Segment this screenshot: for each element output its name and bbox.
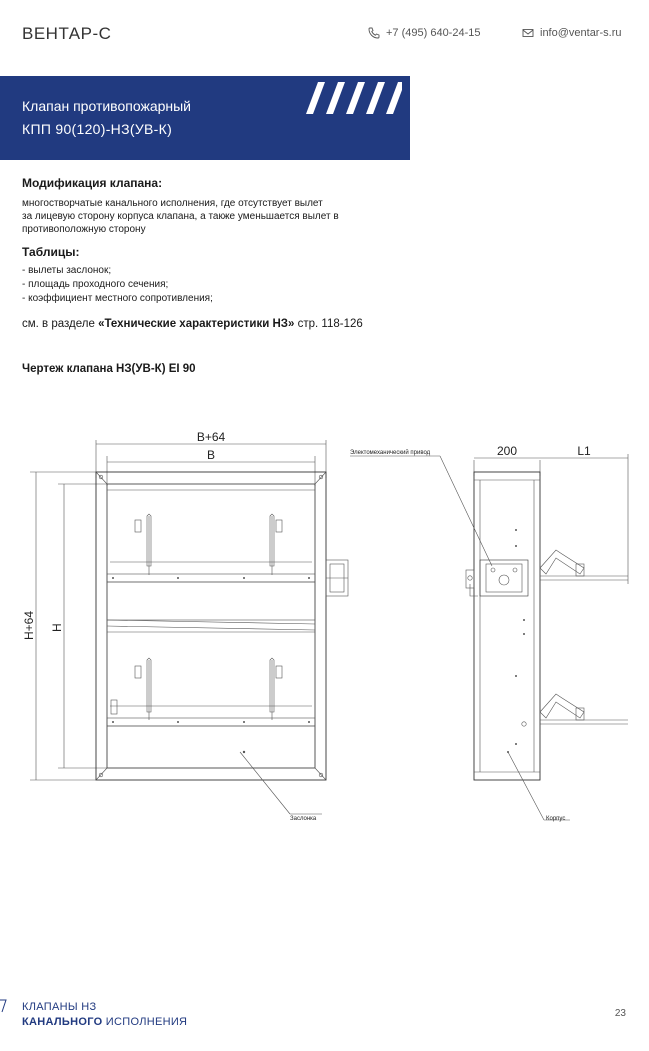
modification-heading: Модификация клапана:	[22, 176, 163, 190]
phone-icon	[368, 27, 380, 39]
footer-section-title	[22, 1000, 187, 1030]
modification-text	[22, 197, 422, 236]
modification-text-line: многостворчатые канального исполнения, где отсутствует вылет	[22, 198, 323, 209]
dim-height-outer: H+64	[22, 610, 36, 640]
reference-prefix: см. в разделе	[22, 318, 99, 330]
phone-number[interactable]: +7 (495) 640-24-15	[386, 27, 481, 39]
mail-icon	[522, 27, 534, 39]
page-number: 23	[614, 1008, 626, 1019]
reference-text	[22, 318, 363, 330]
list-item: - коэффициент местного сопротивления;	[22, 293, 213, 304]
brand-name: ВЕНТАР-С	[22, 24, 112, 43]
footer-line2	[22, 1015, 187, 1030]
footer-stripe-icon	[0, 998, 10, 1014]
tables-list	[22, 264, 213, 306]
dim-height-inner: H	[50, 623, 64, 632]
dim-width-inner: B	[206, 448, 216, 462]
modification-text-line: за лицевую сторону корпуса клапана, а также уменьшается вылет в	[22, 211, 339, 222]
email-address[interactable]: info@ventar-s.ru	[540, 27, 622, 39]
list-item: - площадь проходного сечения;	[22, 279, 169, 290]
footer-line1: КЛАПАНЫ НЗ	[22, 1001, 97, 1013]
banner-title-line2: КПП 90(120)-НЗ(УВ-К)	[22, 121, 173, 137]
drawing-title: Чертеж клапана НЗ(УВ-К) EI 90	[22, 363, 196, 375]
modification-text-line: противоположную сторону	[22, 224, 146, 235]
damper-label: Заслонка	[290, 816, 317, 822]
reference-suffix: стр. 118-126	[294, 318, 363, 330]
stripes-decoration	[306, 82, 402, 122]
banner-title-line1: Клапан противопожарный	[22, 98, 192, 114]
footer-line2-rest: ИСПОЛНЕНИЯ	[102, 1016, 188, 1028]
actuator-label: Электомеханический привод	[350, 450, 431, 456]
footer-line2-bold: КАНАЛЬНОГО	[22, 1016, 103, 1028]
dim-depth: 200	[496, 444, 518, 458]
dim-offset: L1	[577, 444, 591, 458]
tables-heading: Таблицы:	[22, 245, 80, 259]
phone-contact[interactable]	[368, 27, 480, 39]
list-item: - вылеты заслонок;	[22, 265, 112, 276]
email-contact[interactable]	[522, 27, 621, 39]
body-label: Корпус	[546, 816, 566, 822]
dim-width-outer: B+64	[196, 430, 226, 444]
reference-section-link: «Технические характеристики НЗ»	[98, 318, 295, 330]
valve-drawing	[0, 420, 649, 840]
title-banner	[0, 76, 410, 160]
